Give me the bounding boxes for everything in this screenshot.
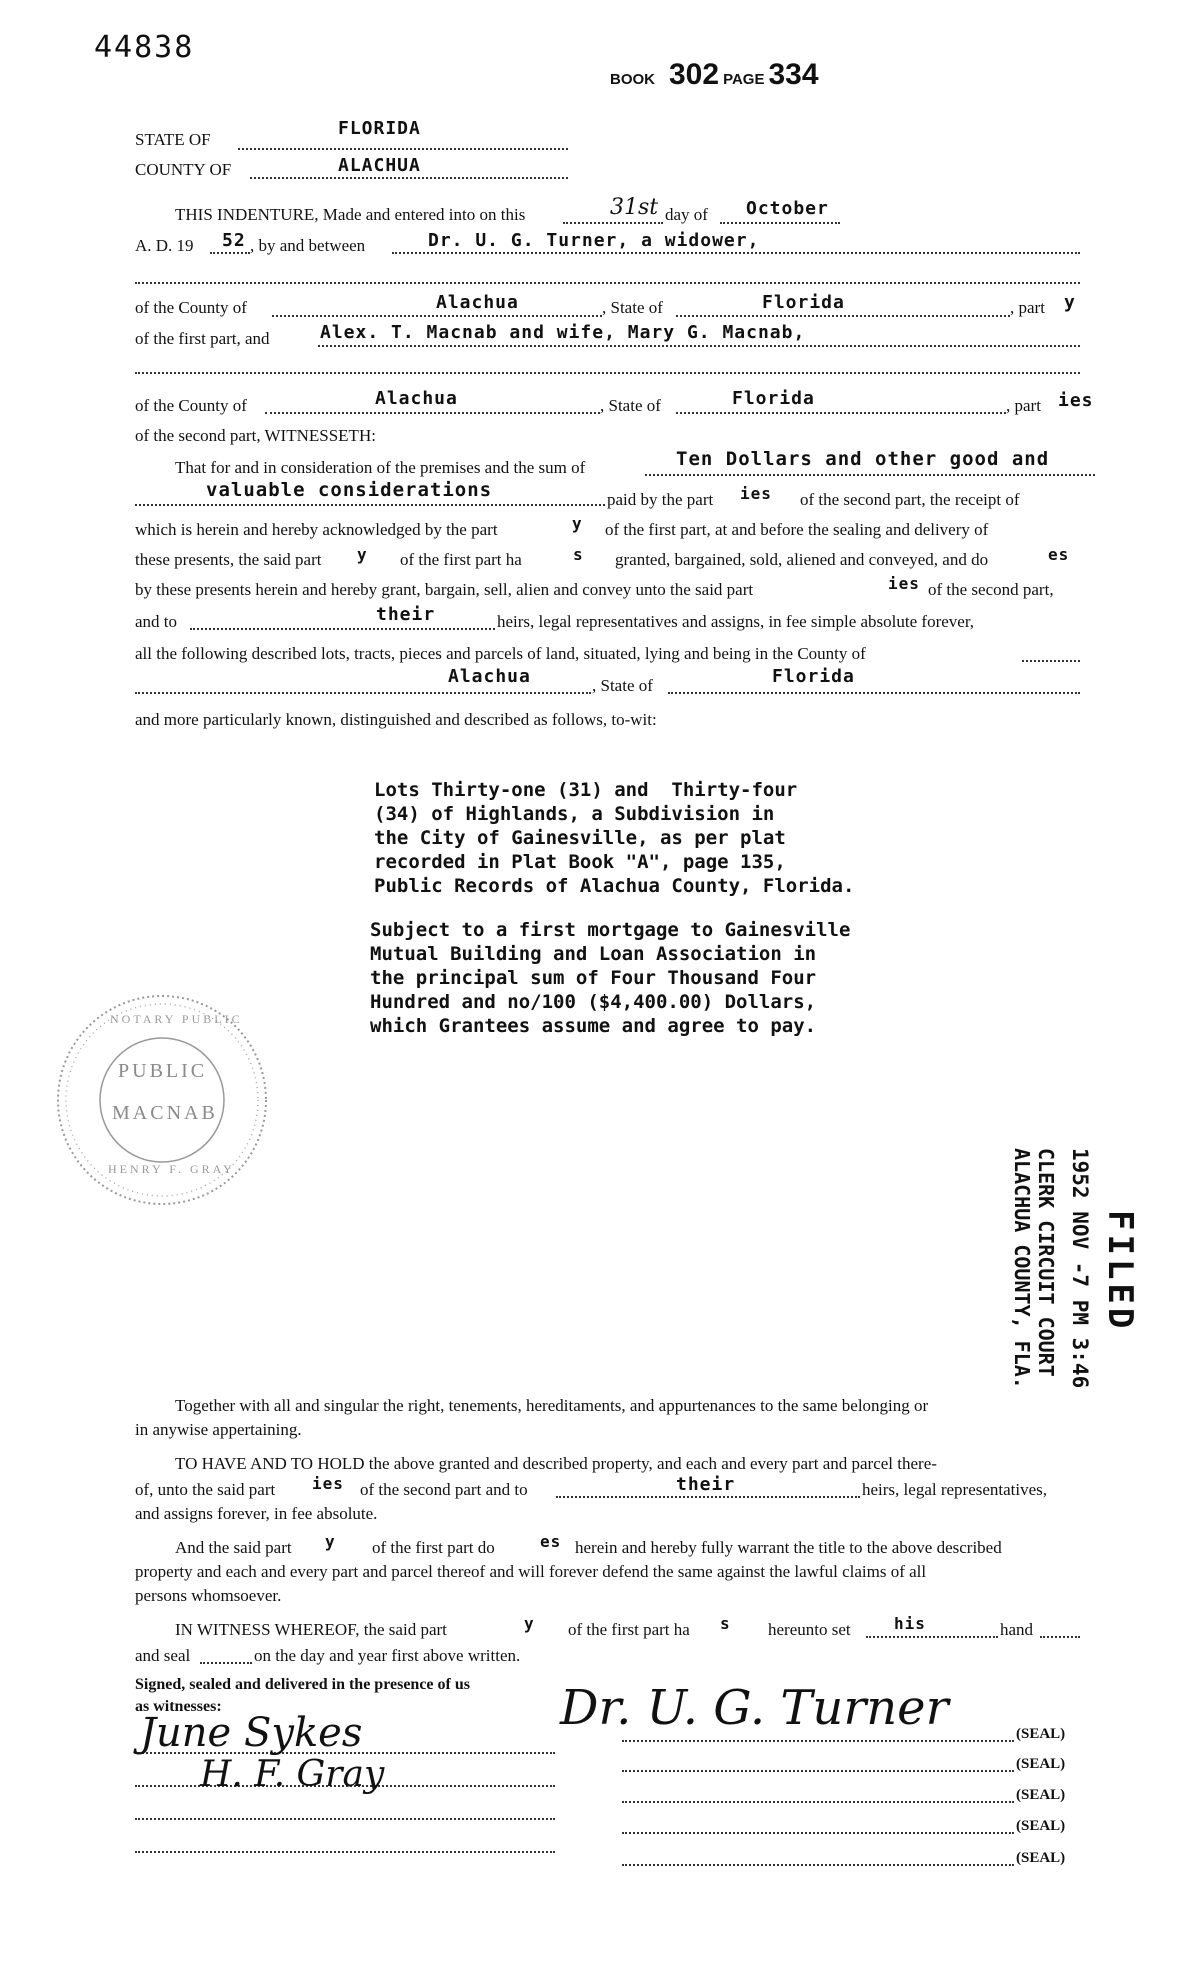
- between-label: , by and between: [250, 236, 366, 255]
- indenture-day: 31st: [610, 195, 659, 220]
- his-line: [866, 1636, 998, 1638]
- party2-part-suffix: ies: [1058, 390, 1094, 411]
- hand-line: [1040, 1636, 1080, 1638]
- county-value: ALACHUA: [338, 155, 421, 176]
- grantor-line: [392, 252, 1080, 254]
- party1-state-line: [676, 315, 1010, 317]
- seal-line-4: [622, 1832, 1014, 1834]
- party2-state-line: [676, 412, 1006, 414]
- warranty-line3: persons whomsoever.: [135, 1586, 282, 1605]
- book-number: 302: [669, 58, 720, 91]
- party1-county-label: of the County of: [135, 298, 247, 317]
- indenture-month: October: [746, 198, 829, 219]
- witness-line-3: [135, 1818, 555, 1820]
- their-line2: [556, 1496, 860, 1498]
- acknowledged-suffix: y: [572, 514, 583, 533]
- legal-line: (34) of Highlands, a Subdivision in: [374, 803, 775, 825]
- warranty-line2: property and each and every part and parcel thereof and will forever defend the same against the lawful claims of all: [135, 1562, 927, 1581]
- notary-seal: [52, 990, 272, 1210]
- land-county-line: [135, 692, 591, 694]
- book-label: BOOK: [610, 71, 655, 88]
- presents-text3: granted, bargained, sold, aliened and conveyed, and do: [615, 550, 989, 569]
- seal-label-5: (SEAL): [1016, 1850, 1066, 1866]
- seal-text-mid2: MACNAB: [112, 1102, 218, 1124]
- land-state: Florida: [772, 666, 855, 687]
- ad-label: A. D. 19: [135, 236, 194, 255]
- land-state-label: , State of: [592, 676, 653, 695]
- county-of-line: [1022, 660, 1080, 662]
- paid-by-label: paid by the part: [607, 490, 714, 509]
- witness-text-c: hereunto set: [768, 1620, 851, 1639]
- party2-county-label: of the County of: [135, 396, 247, 415]
- habendum-text-c: heirs, legal representatives,: [862, 1480, 1048, 1499]
- grantor-signature: Dr. U. G. Turner: [560, 1680, 949, 1736]
- presents-suffix2: s: [573, 545, 584, 564]
- warranty-text-a: And the said part: [175, 1538, 292, 1557]
- seal-clause-a: and seal: [135, 1646, 191, 1665]
- his-value: his: [894, 1614, 926, 1633]
- page-label: PAGE: [723, 71, 765, 88]
- together-line2: in anywise appertaining.: [135, 1420, 302, 1439]
- seal-text-bottom: HENRY F. GRAY: [108, 1162, 235, 1176]
- indenture-intro: THIS INDENTURE, Made and entered into on this: [175, 205, 526, 224]
- land-state-line: [668, 692, 1080, 694]
- their-line1: [190, 628, 495, 630]
- day-line: [563, 222, 663, 224]
- document-number: 44838: [94, 30, 195, 65]
- signed-sealed-line2: as witnesses:: [135, 1698, 222, 1715]
- legal-description-para1: [374, 778, 854, 898]
- warranty-suffix1: y: [325, 1532, 336, 1551]
- convey-text2: of the second part,: [928, 580, 1054, 599]
- presents-text2: of the first part ha: [400, 550, 522, 569]
- legal-line: Subject to a first mortgage to Gainesville: [370, 919, 851, 941]
- party2-state-label: , State of: [600, 396, 661, 415]
- seal-label-4: (SEAL): [1016, 1818, 1066, 1834]
- legal-line: Hundred and no/100 ($4,400.00) Dollars,: [370, 991, 817, 1013]
- party1-state-label: , State of: [602, 298, 663, 317]
- witnesseth-label: of the second part, WITNESSETH:: [135, 426, 376, 445]
- legal-line: the City of Gainesville, as per plat: [374, 827, 786, 849]
- indenture-year: 52: [222, 230, 246, 251]
- party1-county-line: [272, 315, 602, 317]
- land-county: Alachua: [448, 666, 531, 687]
- consideration-amount2: valuable considerations: [206, 479, 493, 501]
- seal-line-5: [622, 1864, 1014, 1866]
- witness-text-a: IN WITNESS WHEREOF, the said part: [175, 1620, 447, 1639]
- seal-line-3: [622, 1801, 1014, 1803]
- party2-county-line: [265, 412, 600, 414]
- following-described-text: all the following described lots, tracts, pieces and parcels of land, situated, lying and being in the County of: [135, 644, 866, 663]
- heirs-text: heirs, legal representatives and assigns, in fee simple absolute forever,: [497, 612, 975, 631]
- witness-signature-1: June Sykes: [140, 1710, 363, 1756]
- consideration-text1: That for and in consideration of the premises and the sum of: [175, 458, 586, 477]
- filed-stamp-clerk: CLERK CIRCUIT COURT: [1034, 1148, 1058, 1377]
- witness-line-4: [135, 1851, 555, 1853]
- witness-text-b: of the first part ha: [568, 1620, 690, 1639]
- legal-description-para2: [370, 918, 850, 1038]
- blank-line-1: [135, 282, 1080, 284]
- habendum-suffix: ies: [312, 1474, 344, 1493]
- party2-part-label: , part: [1006, 396, 1041, 415]
- together-line1: Together with all and singular the right, tenements, hereditaments, and appurtenances to the same belonging or: [175, 1396, 929, 1415]
- seal-text-mid1: PUBLIC: [118, 1060, 208, 1082]
- presents-suffix3: es: [1048, 545, 1070, 564]
- party1-county: Alachua: [436, 292, 519, 313]
- habendum-line1: TO HAVE AND TO HOLD the above granted and described property, and each and every part and parcel there-: [175, 1454, 937, 1473]
- state-label: STATE OF: [135, 130, 211, 149]
- presents-suffix1: y: [357, 545, 368, 564]
- party1-state: Florida: [762, 292, 845, 313]
- legal-line: which Grantees assume and agree to pay.: [370, 1015, 817, 1037]
- party2-state: Florida: [732, 388, 815, 409]
- state-line: [238, 148, 568, 150]
- seal-clause-line: [200, 1662, 252, 1664]
- seal-label-2: (SEAL): [1016, 1756, 1066, 1772]
- seal-label-3: (SEAL): [1016, 1787, 1066, 1803]
- warranty-text-b: of the first part do: [372, 1538, 495, 1557]
- their-value1: their: [376, 604, 436, 625]
- filed-stamp-word: FILED: [1100, 1210, 1140, 1333]
- party1-part-suffix: y: [1064, 292, 1076, 313]
- acknowledged-text2: of the first part, at and before the sealing and delivery of: [605, 520, 989, 539]
- party1-part-label: , part: [1010, 298, 1045, 317]
- witness-suffix2: s: [720, 1614, 731, 1633]
- first-part-and-label: of the first part, and: [135, 329, 270, 348]
- grantor-name: Dr. U. G. Turner, a widower,: [428, 230, 760, 251]
- page-number: 334: [768, 58, 819, 91]
- signed-sealed-line1: Signed, sealed and delivered in the presence of us: [135, 1676, 470, 1693]
- witness-suffix1: y: [524, 1614, 535, 1633]
- party2-county: Alachua: [375, 388, 458, 409]
- legal-line: Public Records of Alachua County, Florida.: [374, 875, 855, 897]
- seal-text-top: NOTARY PUBLIC: [110, 1012, 243, 1026]
- grantee-line: [318, 345, 1080, 347]
- habendum-text-a: of, unto the said part: [135, 1480, 276, 1499]
- filed-stamp-county: ALACHUA COUNTY, FLA.: [1010, 1148, 1034, 1389]
- county-label: COUNTY OF: [135, 160, 232, 179]
- day-of-label: day of: [665, 205, 708, 224]
- state-value: FLORIDA: [338, 118, 421, 139]
- seal-line-2: [622, 1770, 1014, 1772]
- acknowledged-text: which is herein and hereby acknowledged by the part: [135, 520, 498, 539]
- witness-text-d: hand: [1000, 1620, 1034, 1639]
- book-page-reference: [610, 58, 819, 92]
- grantee-name: Alex. T. Macnab and wife, Mary G. Macnab,: [320, 322, 806, 343]
- warranty-suffix2: es: [540, 1532, 562, 1551]
- year-line: [210, 252, 250, 254]
- legal-line: Lots Thirty-one (31) and Thirty-four: [374, 779, 798, 801]
- blank-line-2: [135, 372, 1080, 374]
- county-line: [250, 177, 568, 179]
- filed-stamp-datetime: 1952 NOV -7 PM 3:46: [1068, 1148, 1092, 1389]
- habendum-line3: and assigns forever, in fee absolute.: [135, 1504, 378, 1523]
- consideration-line2: [135, 504, 605, 506]
- witness-signature-2: H. F. Gray: [200, 1754, 385, 1795]
- receipt-label: of the second part, the receipt of: [800, 490, 1020, 509]
- seal-label-1: (SEAL): [1016, 1726, 1066, 1742]
- legal-line: the principal sum of Four Thousand Four: [370, 967, 817, 989]
- seal-clause-b: on the day and year first above written.: [254, 1646, 521, 1665]
- and-to-label: and to: [135, 612, 178, 631]
- seal-line-1: [622, 1740, 1014, 1742]
- presents-text: these presents, the said part: [135, 550, 322, 569]
- legal-line: Mutual Building and Loan Association in: [370, 943, 817, 965]
- convey-suffix: ies: [888, 574, 920, 593]
- habendum-text-b: of the second part and to: [360, 1480, 528, 1499]
- consideration-line1: [645, 474, 1095, 476]
- paid-by-suffix: ies: [740, 484, 772, 503]
- month-line: [720, 222, 840, 224]
- warranty-text-c: herein and hereby fully warrant the title to the above described: [575, 1538, 1002, 1557]
- their-value2: their: [676, 1474, 736, 1495]
- legal-line: recorded in Plat Book "A", page 135,: [374, 851, 786, 873]
- consideration-amount1: Ten Dollars and other good and: [676, 448, 1050, 470]
- convey-text: by these presents herein and hereby grant, bargain, sell, alien and convey unto the said part: [135, 580, 754, 599]
- to-wit-text: and more particularly known, distinguished and described as follows, to-wit:: [135, 710, 657, 729]
